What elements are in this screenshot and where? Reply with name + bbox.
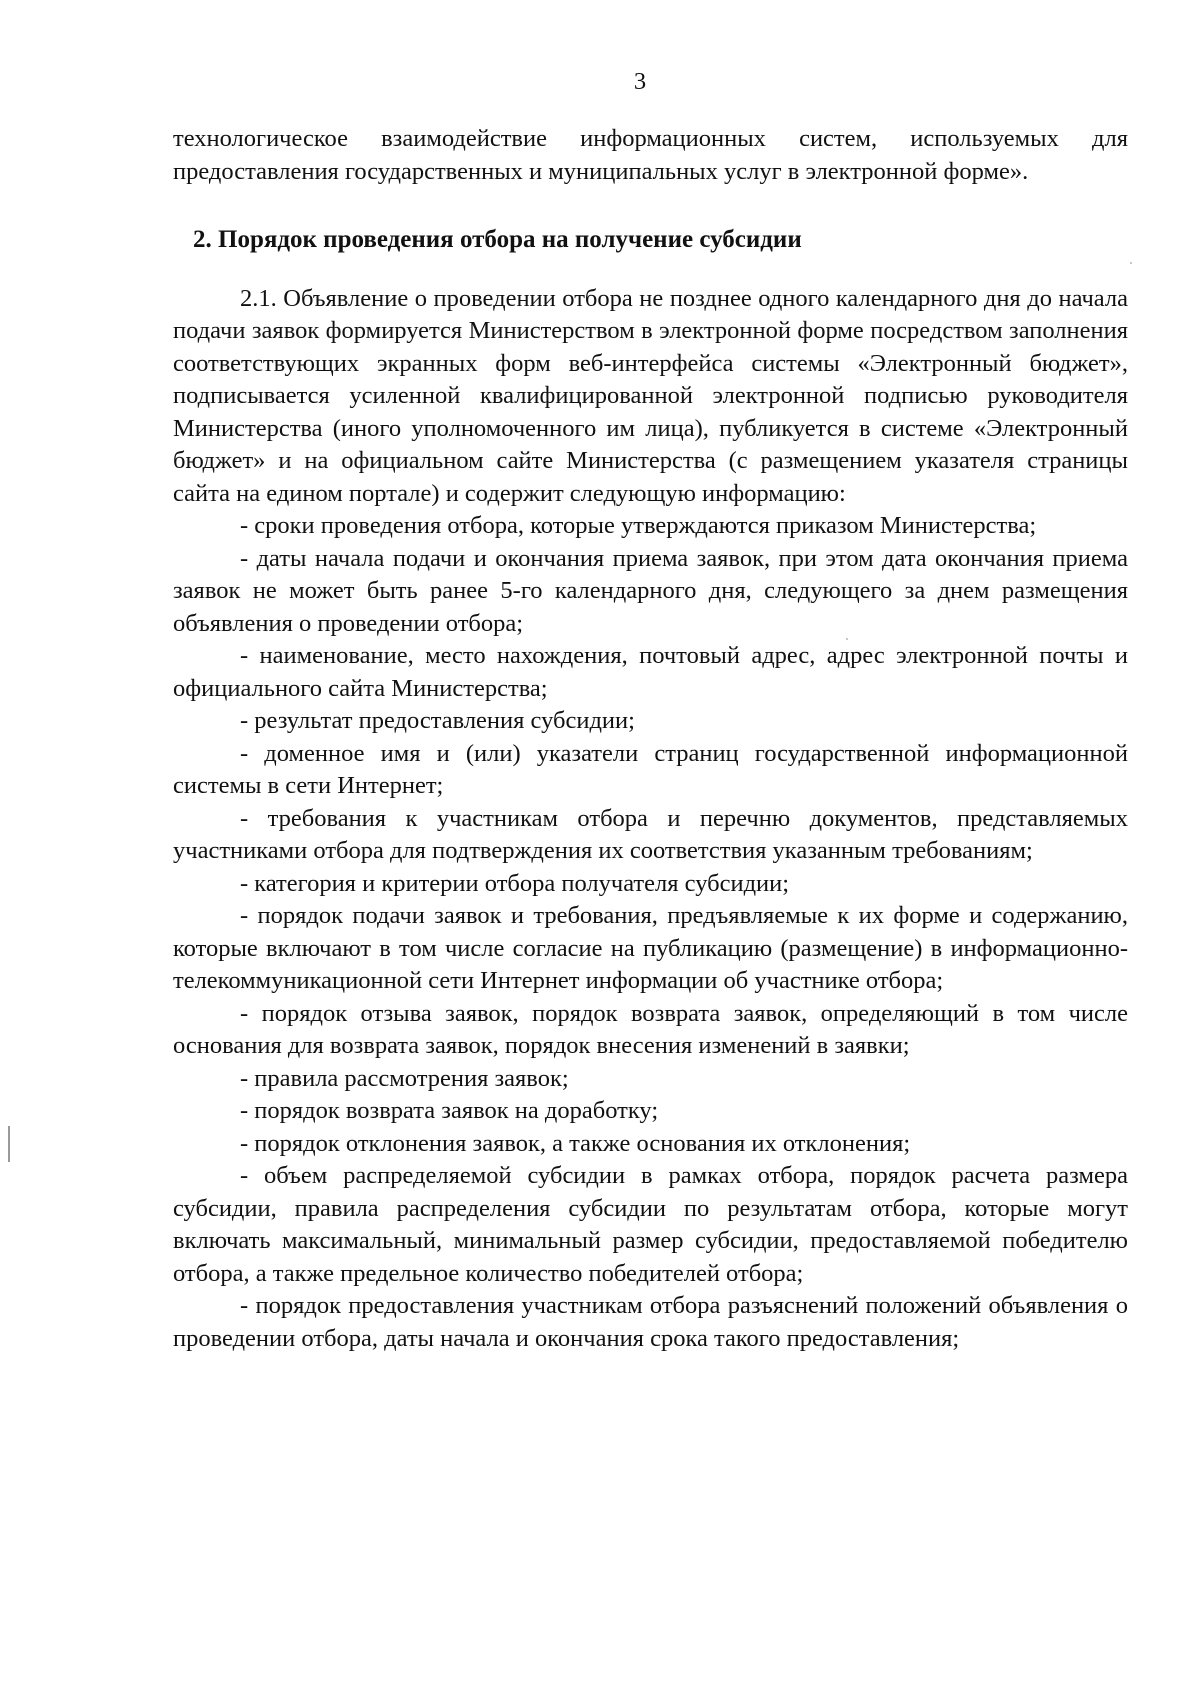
scan-speck (846, 638, 848, 640)
list-item: - категория и критерии отбора получателя субсидии; (240, 869, 790, 897)
page-number: 3 (633, 68, 647, 95)
list-item: - порядок подачи заявок и требования, предъявляемые к их форме и содержанию, которые включают в том числе согласие на публикацию (размещение) в информационно-телекоммуникационной сети Интернет информации об участнике отбора; (173, 902, 1128, 994)
list-item: - сроки проведения отбора, которые утверждаются приказом Министерства; (240, 512, 1037, 539)
list-item: - порядок возврата заявок на доработку; (240, 1097, 659, 1124)
list-item: - правила рассмотрения заявок; (240, 1064, 569, 1092)
list-item: - объем распределяемой субсидии в рамках отбора, порядок расчета размера субсидии, правила распределения субсидии по результатам отбора, которые могут включать максимальный, минимальный размер субсидии, предоставляемой победителю отбора, а также предельное количество победителей отбора; (173, 1162, 1128, 1287)
list-item: - результат предоставления субсидии; (240, 707, 635, 734)
scan-edge-mark (8, 1126, 10, 1162)
intro-paragraph: технологическое взаимодействие информационных систем, используемых для предоставления государственных и муниципальных услуг в электронной форме». (173, 125, 1128, 185)
scan-speck (1130, 262, 1132, 264)
list-item: - требования к участникам отбора и перечню документов, представляемых участниками отбора для подтверждения их соответствия указанным требованиям; (173, 804, 1128, 864)
list-item: - порядок предоставления участникам отбора разъяснений положений объявления о проведении отбора, даты начала и окончания срока такого предоставления; (173, 1292, 1128, 1352)
list-item: - доменное имя и (или) указатели страниц государственной информационной системы в сети Интернет; (173, 739, 1128, 799)
list-item: - порядок отзыва заявок, порядок возврата заявок, определяющий в том числе основания для возврата заявок, порядок внесения изменений в заявки; (173, 999, 1128, 1059)
list-item: - порядок отклонения заявок, а также основания их отклонения; (240, 1129, 911, 1157)
list-item: - наименование, место нахождения, почтовый адрес, адрес электронной почты и официального сайта Министерства; (173, 642, 1128, 702)
document-body (173, 123, 1128, 1355)
list-item: - даты начала подачи и окончания приема заявок, при этом дата окончания приема заявок не может быть ранее 5-го календарного дня, следующего за днем размещения объявления о проведении отбора; (173, 544, 1128, 637)
paragraph-2-1: 2.1. Объявление о проведении отбора не позднее одного календарного дня до начала подачи заявок формируется Министерством в электронной форме посредством заполнения соответствующих экранных форм веб-интерфейса системы «Электронный бюджет», подписывается усиленной квалифицированной электронной подписью руководителя Министерства (иного уполномоченного им лица), публикуется в системе «Электронный бюджет» и на официальном сайте Министерства (с размещением указателя страницы сайта на едином портале) и содержит следующую информацию: (173, 284, 1128, 507)
section-title: 2. Порядок проведения отбора на получение субсидии (193, 226, 802, 253)
